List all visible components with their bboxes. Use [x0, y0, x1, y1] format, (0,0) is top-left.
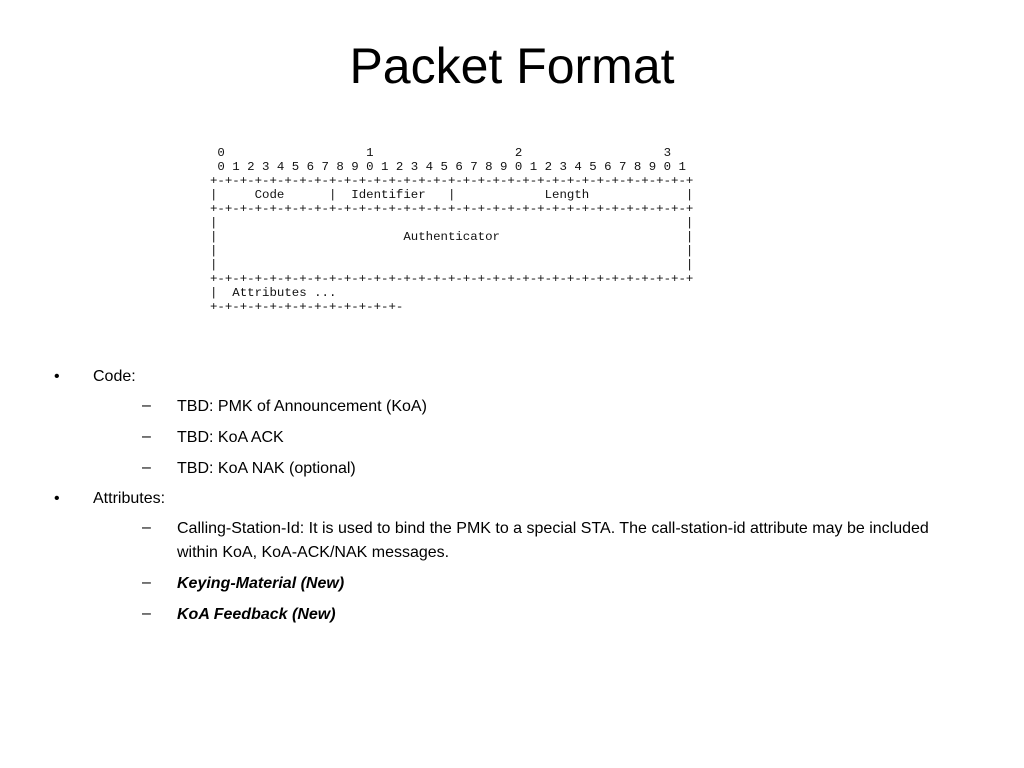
dash-marker: –: [142, 574, 151, 591]
sub-bullet-text: Calling-Station-Id: It is used to bind the PMK to a special STA. The call-station-id attribute may be included within KoA, KoA-ACK/NAK messages.: [177, 520, 929, 561]
sub-bullet: [93, 395, 954, 419]
dash-marker: –: [142, 459, 151, 476]
dash-marker: –: [142, 397, 151, 414]
sub-bullet: [93, 603, 954, 627]
diagram-authenticator-row: | |: [210, 244, 694, 258]
diagram-attributes-row: | Attributes ...: [210, 286, 337, 300]
sub-bullet-text: KoA Feedback (New): [177, 606, 336, 623]
dash-marker: –: [142, 428, 151, 445]
sub-bullet-text: TBD: KoA ACK: [177, 429, 284, 446]
packet-format-diagram: [210, 146, 693, 314]
bullet-label: Attributes:: [93, 490, 166, 507]
sub-bullet: [93, 517, 954, 565]
bullet-marker: •: [54, 368, 60, 385]
bullet-label: Code:: [93, 368, 136, 385]
bullet-list: [54, 366, 954, 634]
diagram-border-line: +-+-+-+-+-+-+-+-+-+-+-+-+-+-+-+-+-+-+-+-+-+-+-+-+-+-+-+-+-+-+-+-+: [210, 272, 694, 286]
sub-bullet-text: TBD: KoA NAK (optional): [177, 460, 356, 477]
diagram-authenticator-label-row: | Authenticator |: [210, 230, 694, 244]
sub-bullet-text: TBD: PMK of Announcement (KoA): [177, 398, 427, 415]
diagram-bit-tens-row: 0 1 2 3: [210, 146, 672, 160]
sub-list: [93, 395, 954, 481]
bullet-attributes: [54, 488, 954, 627]
sub-bullet-text: Keying-Material (New): [177, 575, 345, 592]
sub-bullet: [93, 572, 954, 596]
diagram-authenticator-row: | |: [210, 258, 694, 272]
sub-list: [93, 517, 954, 627]
dash-marker: –: [142, 605, 151, 622]
sub-bullet: [93, 426, 954, 450]
sub-bullet: [93, 457, 954, 481]
diagram-authenticator-row: | |: [210, 216, 694, 230]
diagram-header-fields-row: | Code | Identifier | Length |: [210, 188, 694, 202]
diagram-border-line: +-+-+-+-+-+-+-+-+-+-+-+-+-+-+-+-+-+-+-+-+-+-+-+-+-+-+-+-+-+-+-+-+: [210, 202, 694, 216]
diagram-border-line: +-+-+-+-+-+-+-+-+-+-+-+-+-: [210, 300, 404, 314]
diagram-bit-units-row: 0 1 2 3 4 5 6 7 8 9 0 1 2 3 4 5 6 7 8 9 0 1 2 3 4 5 6 7 8 9 0 1: [210, 160, 686, 174]
slide-title: Packet Format: [349, 38, 675, 94]
bullet-code: [54, 366, 954, 481]
bullet-marker: •: [54, 490, 60, 507]
dash-marker: –: [142, 519, 151, 536]
diagram-border-line: +-+-+-+-+-+-+-+-+-+-+-+-+-+-+-+-+-+-+-+-+-+-+-+-+-+-+-+-+-+-+-+-+: [210, 174, 694, 188]
